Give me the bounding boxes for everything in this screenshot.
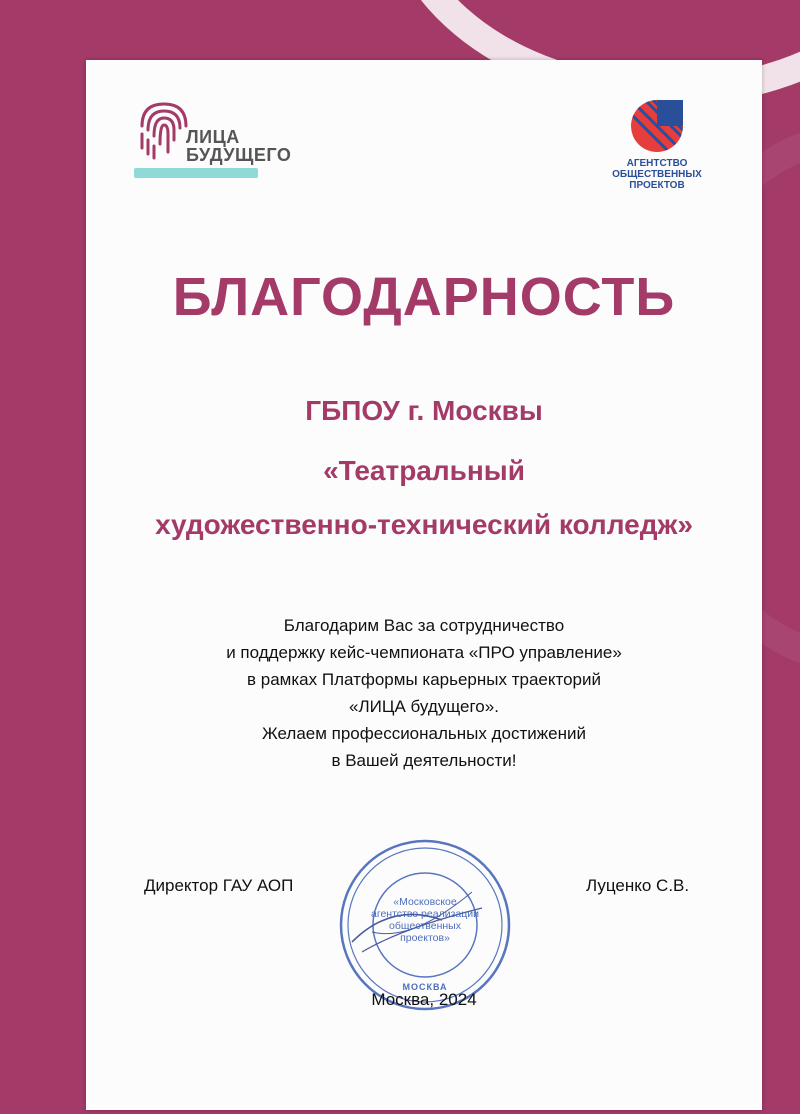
- agentstvo-logo: [592, 96, 722, 196]
- gratitude-message: [86, 612, 762, 774]
- city-year: Москва, 2024: [371, 990, 477, 1009]
- stamp-bottom-text: МОСКВА: [402, 982, 448, 992]
- recipient-block: [86, 386, 762, 550]
- message-line: и поддержку кейс-чемпионата «ПРО управление»: [226, 643, 622, 662]
- message-line: Благодарим Вас за сотрудничество: [283, 616, 565, 635]
- logo-teal-bar: [134, 168, 258, 178]
- signatory-position: Директор ГАУ АОП: [144, 876, 294, 895]
- stamp-text: «Московское агентство реализации общественных проектов»: [371, 896, 479, 944]
- agentstvo-logo-text: АГЕНТСТВО ОБЩЕСТВЕННЫХ ПРОЕКТОВ: [612, 158, 702, 191]
- signatory-name: Луценко С.В.: [586, 876, 690, 895]
- message-line: «ЛИЦА будущего».: [349, 697, 499, 716]
- recipient-line-1: ГБПОУ г. Москвы: [305, 395, 543, 426]
- lica-logo-text: ЛИЦА БУДУЩЕГО: [186, 127, 292, 165]
- striped-globe-icon: [627, 96, 687, 156]
- message-line: в рамках Платформы карьерных траекторий: [247, 670, 601, 689]
- fingerprint-icon: [134, 96, 194, 162]
- lica-budushchego-logo: [134, 96, 292, 182]
- message-line: Желаем профессиональных достижений: [262, 724, 586, 743]
- recipient-line-3: художественно-технический колледж»: [155, 509, 693, 540]
- recipient-line-2: «Театральный: [323, 455, 525, 486]
- certificate-title: БЛАГОДАРНОСТЬ: [172, 267, 676, 327]
- certificate-sheet: [86, 60, 762, 1110]
- message-line: в Вашей деятельности!: [331, 751, 517, 770]
